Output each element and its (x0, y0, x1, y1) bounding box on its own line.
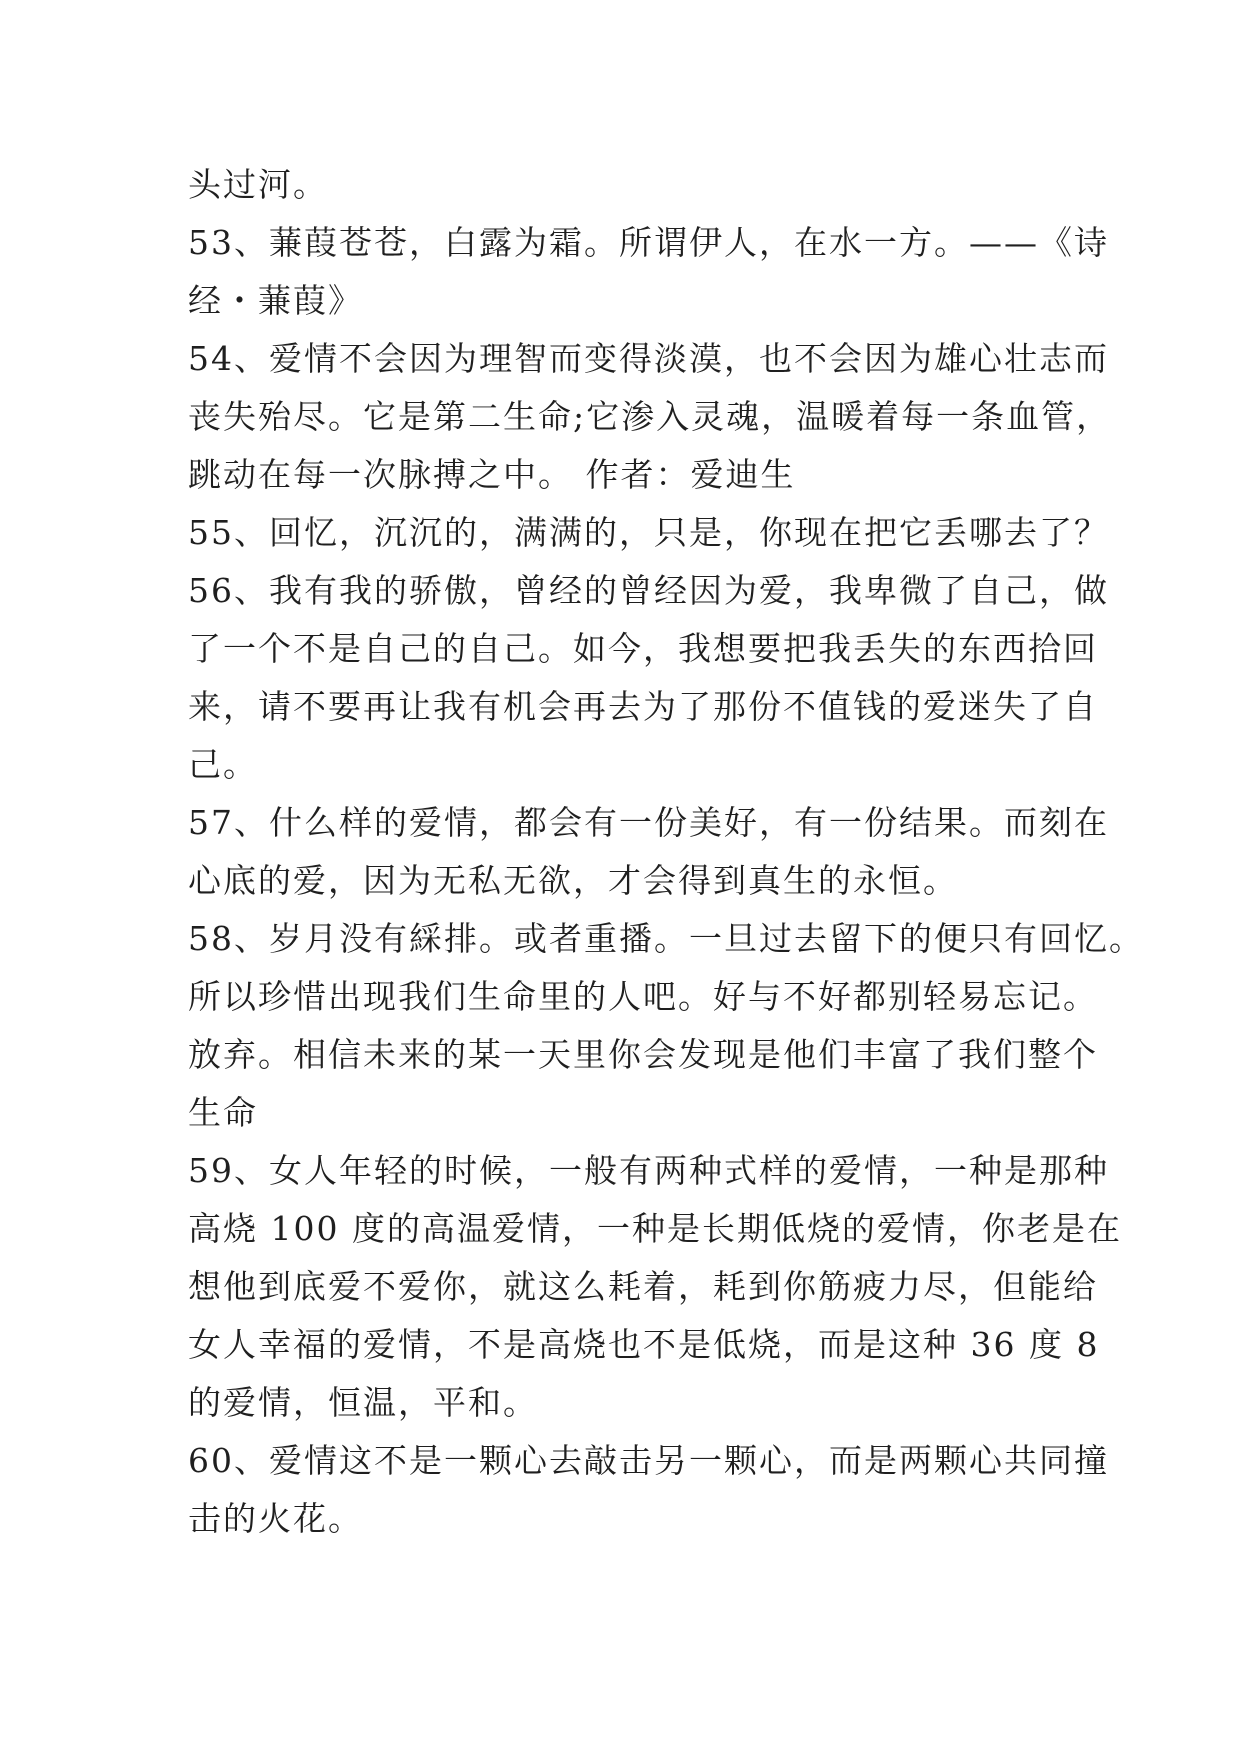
text-line: 放弃。相信未来的某一天里你会发现是他们丰富了我们整个 (188, 1035, 1098, 1074)
text-line: 57、什么样的爱情，都会有一份美好，有一份结果。而刻在 (188, 803, 1109, 842)
text-line: 想他到底爱不爱你，就这么耗着，耗到你筋疲力尽，但能给 (188, 1267, 1098, 1306)
text-line: 己。 (188, 745, 258, 784)
text-line: 的爱情，恒温，平和。 (188, 1383, 538, 1422)
text-line: 55、回忆，沉沉的，满满的，只是，你现在把它丢哪去了？ (188, 513, 1109, 552)
text-line: 女人幸福的爱情，不是高烧也不是低烧，而是这种 36 度 8 (188, 1325, 1100, 1364)
text-line: 58、岁月没有綵排。或者重播。一旦过去留下的便只有回忆。 (188, 919, 1144, 958)
text-line: 头过河。 (188, 165, 328, 204)
quote-text-block (188, 156, 1144, 1548)
text-line: 59、女人年轻的时候，一般有两种式样的爱情，一种是那种 (188, 1151, 1109, 1190)
text-line: 丧失殆尽。它是第二生命;它渗入灵魂，温暖着每一条血管， (188, 397, 1112, 436)
text-line: 心底的爱，因为无私无欲，才会得到真生的永恒。 (188, 861, 958, 900)
text-line: 了一个不是自己的自己。如今，我想要把我丢失的东西拾回 (188, 629, 1098, 668)
text-line: 跳动在每一次脉搏之中。 作者：爱迪生 (188, 455, 796, 494)
text-line: 54、爱情不会因为理智而变得淡漠，也不会因为雄心壮志而 (188, 339, 1109, 378)
text-line: 击的火花。 (188, 1499, 363, 1538)
text-line: 53、蒹葭苍苍，白露为霜。所谓伊人，在水一方。——《诗 (188, 223, 1109, 262)
text-line: 高烧 100 度的高温爱情，一种是长期低烧的爱情，你老是在 (188, 1209, 1122, 1248)
text-line: 生命 (188, 1093, 258, 1132)
text-line: 56、我有我的骄傲，曾经的曾经因为爱，我卑微了自己，做 (188, 571, 1109, 610)
text-line: 经・蒹葭》 (188, 281, 363, 320)
text-line: 来，请不要再让我有机会再去为了那份不值钱的爱迷失了自 (188, 687, 1098, 726)
text-line: 所以珍惜出现我们生命里的人吧。好与不好都别轻易忘记。 (188, 977, 1098, 1016)
text-line: 60、爱情这不是一颗心去敲击另一颗心，而是两颗心共同撞 (188, 1441, 1109, 1480)
